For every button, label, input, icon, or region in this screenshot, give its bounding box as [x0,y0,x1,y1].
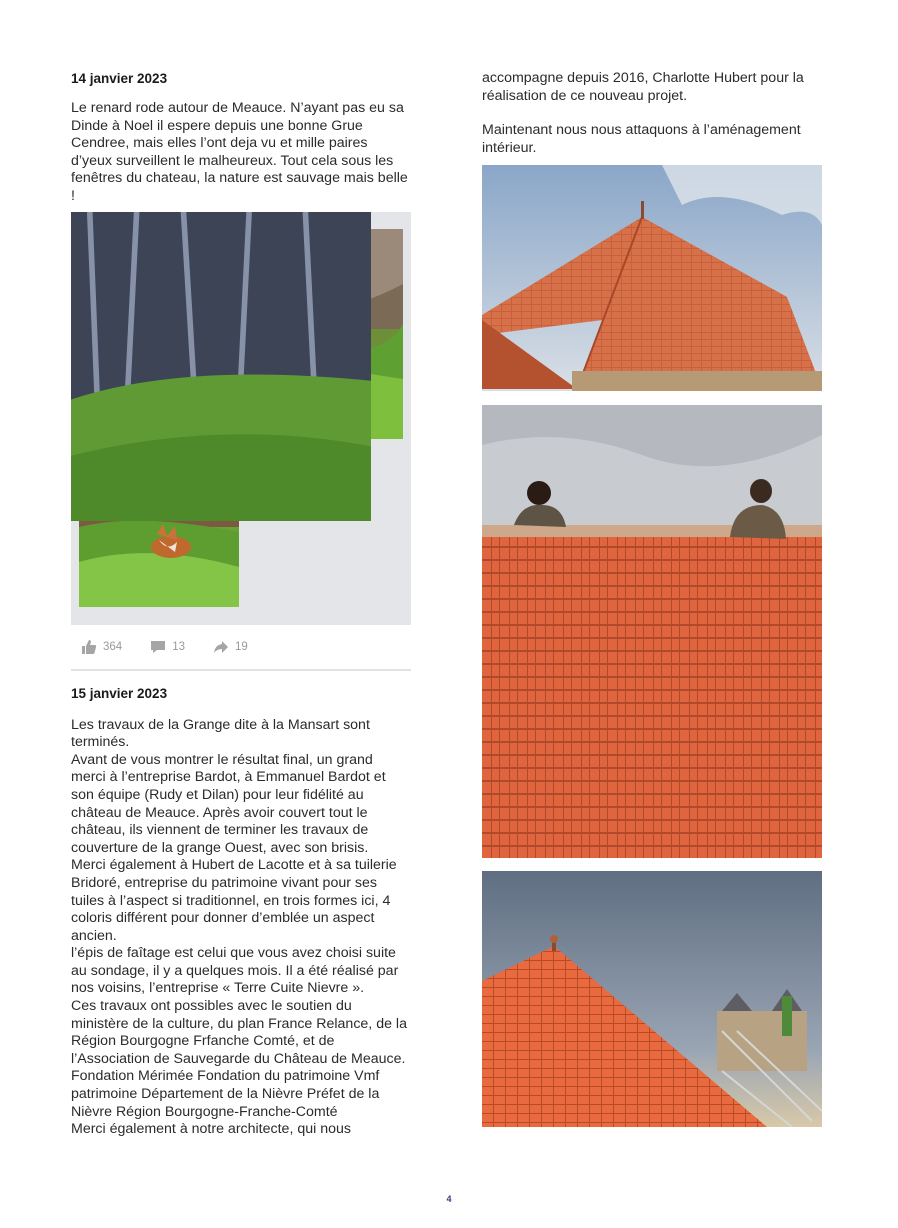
roof-photo-workers[interactable] [482,405,822,858]
roof-photo-chateau[interactable] [482,871,822,1127]
post-paragraph: Merci également à Hubert de Lacotte et à sa tuilerie Bridoré, entreprise du patrimoine vivant pour ses tuiles à l’aspect si traditionnel, en trois formes ici, 4 coloris différent pour donner d’emblée un aspect ancien. [71,857,397,944]
left-column [71,70,411,1139]
post-divider [71,669,411,671]
river-photo[interactable] [71,212,371,521]
closing-text: Maintenant nous nous attaquons à l’aménagement intérieur. [482,122,801,156]
continuation-text: accompagne depuis 2016, Charlotte Hubert pour la réalisation de ce nouveau projet. [482,70,804,104]
roof-photo-pyramid[interactable] [482,165,822,391]
like-count: 364 [103,640,123,653]
fox-photo-collage [71,212,411,625]
post-paragraph: Merci également à notre architecte, qui nous [71,1121,351,1138]
comment-group[interactable] [150,639,185,655]
post-paragraph: Avant de vous montrer le résultat final, un grand merci à l’entreprise Bardot, à Emmanuel Bardot et son équipe (Rudy et Dilan) pour leur fidélité au château de Meauce. Après avoir couvert tout le château, ils viennent de terminer les travaux de couverture de la grange Ouest, avec son brisis. [71,751,386,856]
comment-count: 13 [172,640,185,653]
post-date: 14 janvier 2023 [71,71,168,86]
post-paragraph: l’épis de faîtage est celui que vous avez choisi suite au sondage, il y a quelques mois. Il a été réalisé par nos voisins, l’entreprise « Terre Cuite Nievre ». [71,945,399,997]
right-column [482,70,822,1127]
thumbs-up-icon [81,639,97,655]
share-group[interactable] [213,639,248,655]
comment-icon [150,639,166,655]
reaction-bar [71,631,411,663]
post-body [71,717,411,1139]
post-paragraph: Les travaux de la Grange dite à la Mansart sont terminés. [71,716,370,751]
share-icon [213,639,229,655]
share-count: 19 [234,640,248,653]
post-date: 15 janvier 2023 [71,685,168,701]
page-number: 4 [446,1194,452,1204]
post-paragraph: Fondation Mérimée Fondation du patrimoine Vmf patrimoine Département de la Nièvre Préfet de la Nièvre Région Bourgogne-Franche-Comté [71,1068,380,1120]
like-group[interactable] [81,639,122,655]
post-text: Le renard rode autour de Meauce. N’ayant pas eu sa Dinde à Noel il espere depuis une bonne Grue Cendree, mais elles l’ont deja vu et mille paires d’yeux surveillent le malheureux. Tout cela sous les fenêtres du chateau, la nature est sauvage mais belle ! [71,100,408,204]
post-paragraph: Ces travaux ont possibles avec le soutien du ministère de la culture, du plan France Relance, de la Région Bourgogne Frfanche Comté, et de l’Association de Sauvegarde du Château de Meauce. [71,998,407,1067]
